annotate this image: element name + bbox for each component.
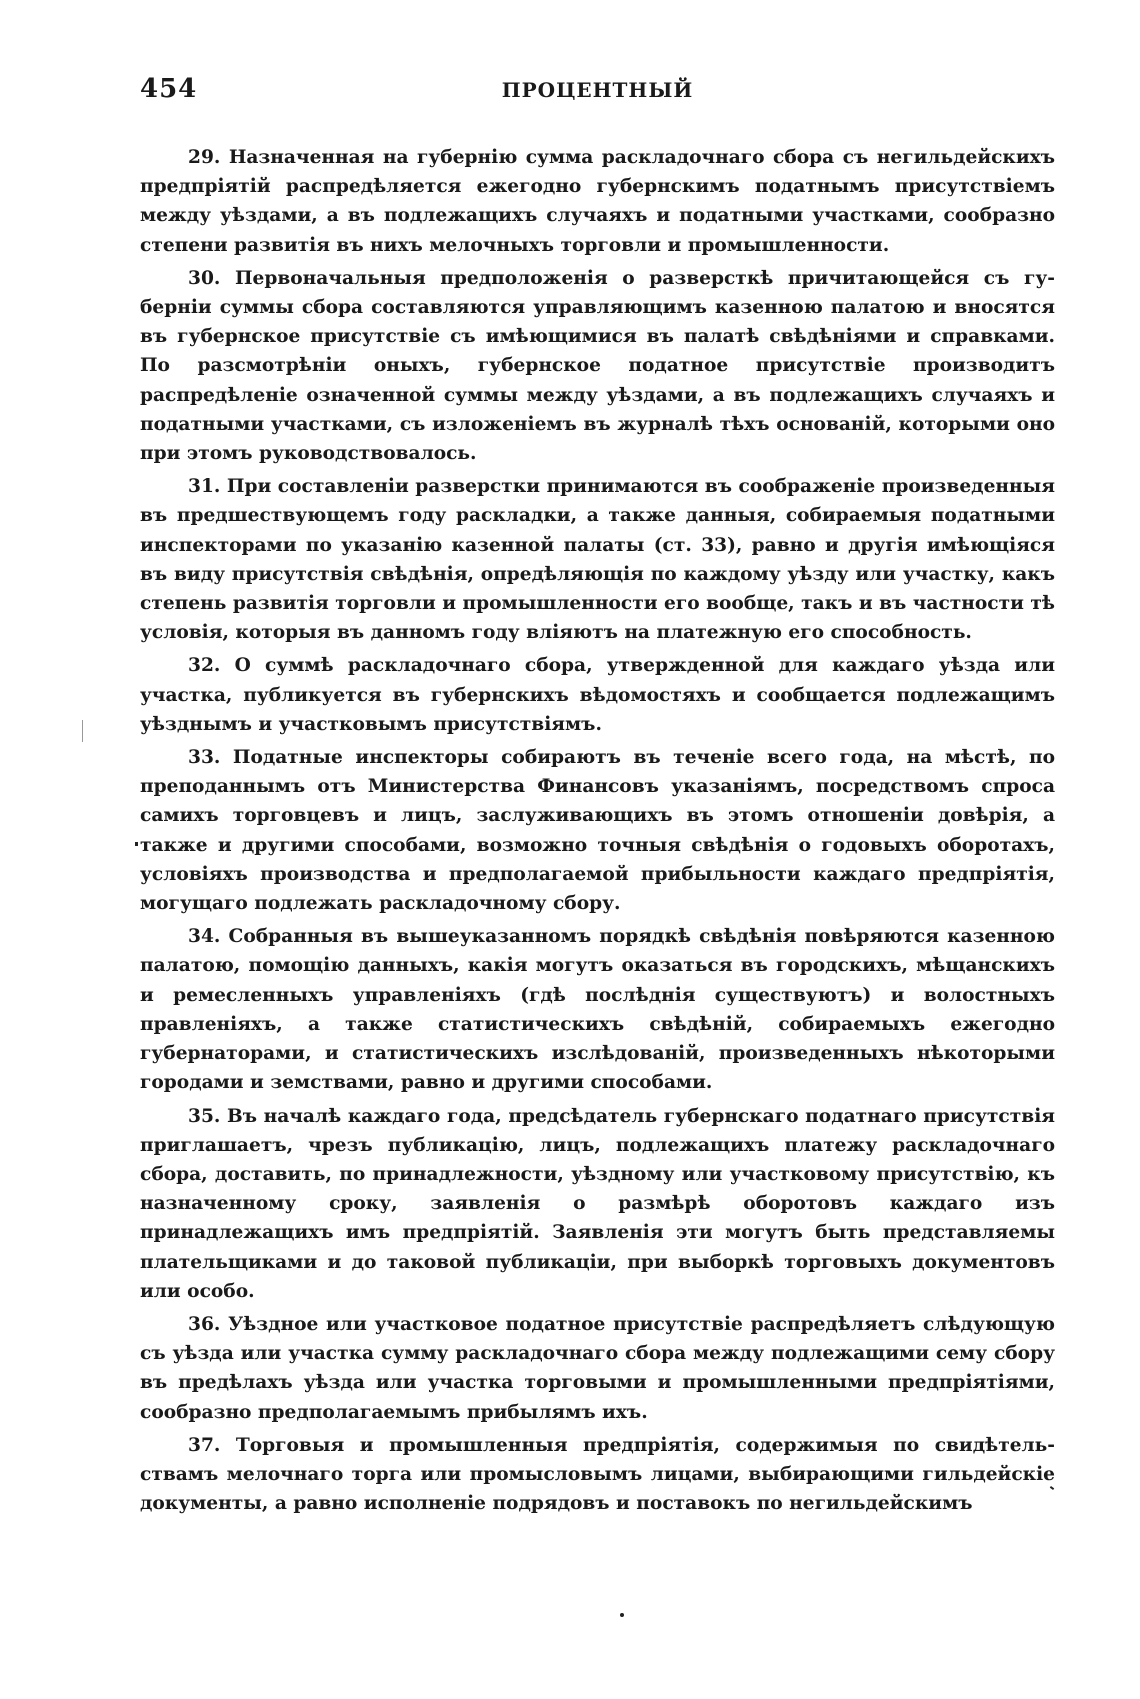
paragraph-36: 36. Уѣздное или участковое податное присутствіе распредѣляетъ слѣдующую съ уѣзда или участка сумму раскладочнаго сбора между подлежащими сему сбору въ предѣлахъ уѣзда или участка торговыми и промышленными предпріятіями, сообразно предполагаемымъ прибылямъ ихъ. [140,1313,1055,1423]
scan-speck-left [135,842,138,846]
paragraph-30: 30. Первоначальныя предположенія о разверсткѣ причитающейся съ губерніи суммы сбора составляются управляющимъ казенною палатою и вносятся въ губернское присутствіе съ имѣющимися въ палатѣ свѣдѣніями и справками. По разсмотрѣніи оныхъ, губернское податное присутствіе производитъ распредѣленіе означенной суммы между уѣздами, а въ подлежащихъ случаяхъ и податными участками, съ изложеніемъ въ журналѣ тѣхъ основаній, которыми оно при этомъ руководствовалось. [140,267,1055,465]
paragraph-32: 32. О суммѣ раскладочнаго сбора, утвержденной для каждаго уѣзда или участка, публикуется въ губернскихъ вѣдомостяхъ и сообщается подлежащимъ уѣзднымъ и участковымъ присутствіямъ. [140,655,1055,735]
running-title: ПРОЦЕНТНЫЙ [501,78,694,102]
scan-speck-bottom [620,1613,624,1617]
paragraph-34: 34. Собранныя въ вышеуказанномъ порядкѣ свѣдѣнія повѣряются казенною палатою, помощію данныхъ, какія могутъ оказаться въ городскихъ, мѣщанскихъ и ремесленныхъ управленіяхъ (гдѣ послѣднія существуютъ) и волостныхъ правленіяхъ, а также статистическихъ свѣдѣній, собираемыхъ ежегодно губернаторами, и статистическихъ изслѣдованій, произведенныхъ нѣкоторыми городами и земствами, равно и другими способами. [140,926,1055,1094]
scan-mark-margin [82,720,83,742]
page-header [140,74,1055,114]
paragraph-33: 33. Податные инспекторы собираютъ въ теченіе всего года, на мѣстѣ, по преподаннымъ отъ Министерства Финансовъ указаніямъ, посредствомъ спроса самихъ торговцевъ и лицъ, заслуживающихъ въ этомъ отношеніи довѣрія, а также и другими способами, возможно точныя свѣдѣнія о годовыхъ оборотахъ, условіяхъ производства и предполагаемой прибыльности каждаго предпріятія, могущаго подлежать раскладочному сбору. [140,747,1055,915]
page-number: 454 [140,74,198,104]
paragraph-29: 29. Назначенная на губернію сумма раскладочнаго сбора съ негильдейскихъ предпріятій распредѣляется ежегодно губернскимъ податнымъ присутствіемъ между уѣздами, а въ подлежащихъ случаяхъ и податными участками, сообразно степени развитія въ нихъ мелочныхъ торговли и промышленности. [140,147,1055,256]
paragraph-31: 31. При составленіи разверстки принимаются въ соображеніе произведенныя въ предшествующемъ году раскладки, а также данныя, собираемыя податными инспекторами по указанію казенной палаты (ст. 33), равно и другія имѣющіяся въ виду присутствія свѣдѣнія, опредѣляющія по каждому уѣзду или участку, какъ степень развитія торговли и промышленности его вообще, такъ и въ частности тѣ условія, которыя въ данномъ году вліяютъ на платежную его способность. [140,476,1055,644]
body-text [140,143,1055,1522]
paragraph-35: 35. Въ началѣ каждаго года, предсѣдатель губернскаго податнаго присутствія приглашаетъ, чрезъ публикацію, лицъ, подлежащихъ платежу раскладочнаго сбора, доставить, по принадлежности, уѣздному или участковому присутствію, къ назначенному сроку, заявленія о размѣрѣ оборотовъ каждаго изъ принадлежащихъ имъ предпріятій. Заявленія эти могутъ быть представляемы плательщиками и до таковой публикаціи, при выборкѣ торговыхъ документовъ или особо. [140,1105,1055,1302]
paragraph-37: 37. Торговыя и промышленныя предпріятія, содержимыя по свидѣтельствамъ мелочнаго торга или промысловымъ лицами, выбирающими гильдейскіе документы, а равно исполненіе подрядовъ и поставокъ по негильдейскимъ [140,1434,1055,1515]
